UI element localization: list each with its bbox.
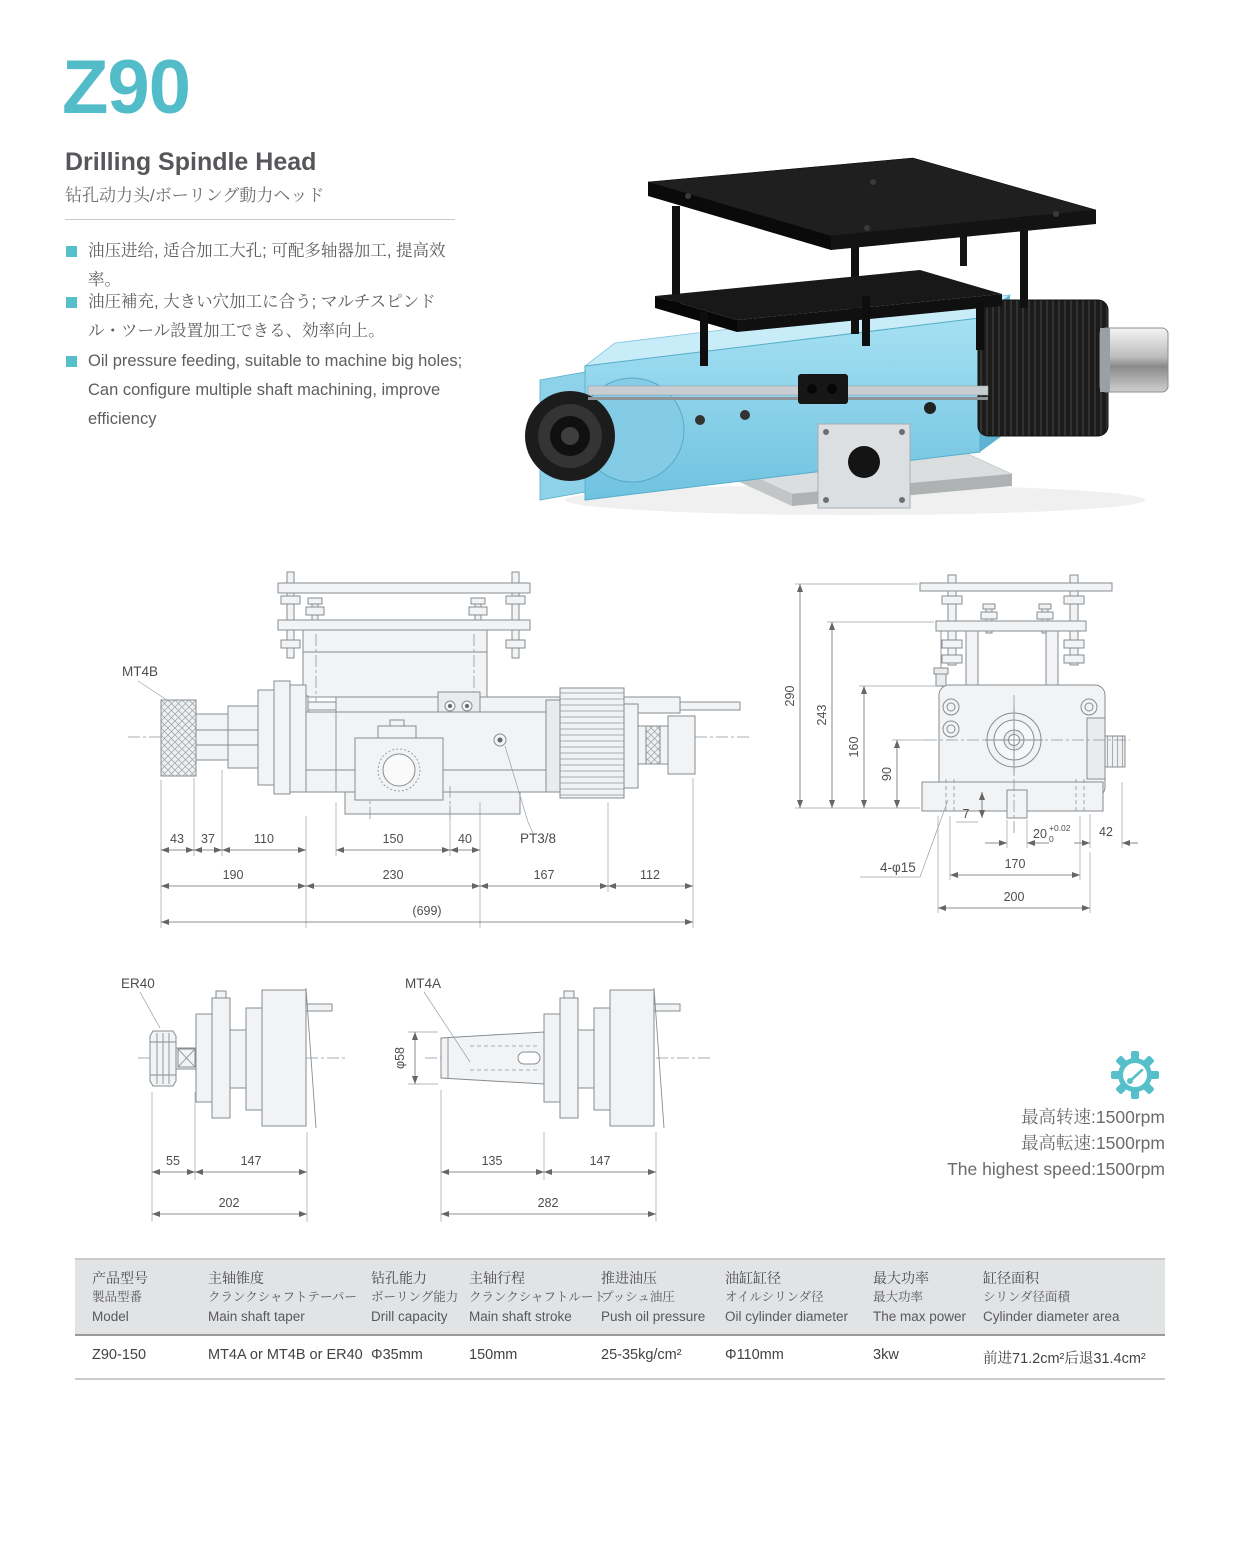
spec-table-header xyxy=(75,1258,1165,1336)
bullet-square-icon xyxy=(66,297,77,308)
feature-item xyxy=(66,237,466,295)
dim-55: 55 xyxy=(166,1154,180,1168)
cell-stroke: 150mm xyxy=(469,1347,518,1363)
max-speed-jp: 最高転速:1500rpm xyxy=(1021,1133,1165,1153)
col-model: 产品型号 製品型番 Model xyxy=(92,1270,148,1324)
dim-20-tol-sup: +0.02 xyxy=(1049,823,1071,833)
col-oil-pressure: 推进油压 プッシュ油圧 Push oil pressure xyxy=(601,1270,706,1324)
dim-230: 230 xyxy=(382,868,404,882)
dim-110: 110 xyxy=(254,832,274,846)
feature-text: 油压进给, 适合加工大孔; 可配多轴器加工, 提高效率。 xyxy=(88,242,446,289)
product-photo xyxy=(520,145,1185,515)
max-speed-en: The highest speed:1500rpm xyxy=(947,1159,1165,1179)
dim-7: 7 xyxy=(962,807,970,821)
cell-model: Z90-150 xyxy=(92,1347,147,1363)
feature-item xyxy=(66,288,466,346)
cell-oil-pressure: 25-35kg/cm² xyxy=(601,1347,682,1363)
bullet-square-icon xyxy=(66,246,77,257)
dim-42: 42 xyxy=(1099,825,1113,839)
col-drill-capacity: 钻孔能力 ボーリング能力 Drill capacity xyxy=(371,1270,459,1324)
taper-label-er40: ER40 xyxy=(121,976,155,991)
dim-150: 150 xyxy=(382,832,404,846)
end-view-drawing xyxy=(780,565,1185,940)
taper-label-mt4a: MT4A xyxy=(405,976,442,991)
max-speed-block xyxy=(947,1104,1165,1182)
dim-20: 20 xyxy=(1033,827,1047,841)
port-label: PT3/8 xyxy=(520,831,557,846)
er40-view-drawing xyxy=(110,950,370,1230)
dim-dia58: φ58 xyxy=(393,1046,407,1070)
motor xyxy=(978,300,1108,436)
spec-table-row xyxy=(75,1336,1165,1380)
page-title: Z90 xyxy=(62,45,190,130)
col-stroke: 主轴行程 クランクシャフトルート Main shaft stroke xyxy=(469,1270,607,1324)
feature-text: 油圧補充, 大きい穴加工に合う; マルチスピンドル・ツール設置加工できる、効率向上。 xyxy=(88,293,436,340)
gear-speed-icon xyxy=(1106,1046,1164,1104)
col-cylinder-area: 缸径面积 シリンダ径面積 Cylinder diameter area xyxy=(983,1270,1120,1324)
dim-135: 135 xyxy=(481,1154,503,1168)
spec-table xyxy=(75,1258,1165,1380)
shaft xyxy=(1100,328,1168,392)
cell-cylinder-diameter: Φ110mm xyxy=(725,1347,784,1363)
dim-243: 243 xyxy=(815,704,829,726)
bullet-square-icon xyxy=(66,356,77,367)
cell-cylinder-area: 前进71.2cm²后退31.4cm² xyxy=(983,1351,1146,1367)
dim-total: (699) xyxy=(412,904,442,918)
mt4a-view-drawing xyxy=(380,950,720,1230)
dim-147: 147 xyxy=(240,1154,262,1168)
dim-290: 290 xyxy=(783,685,797,707)
feature-text: Oil pressure feeding, suitable to machine big holes; Can configure multiple shaft machining, improve efficiency xyxy=(88,352,463,428)
max-speed-cn: 最高转速:1500rpm xyxy=(1021,1107,1165,1127)
feature-item xyxy=(66,347,466,434)
cell-drill-capacity: Φ35mm xyxy=(371,1347,423,1363)
dim-147: 147 xyxy=(589,1154,611,1168)
dim-20-tol-sub: 0 xyxy=(1049,834,1054,844)
dim-37: 37 xyxy=(201,832,215,846)
col-taper: 主轴锥度 クランクシャフトテーパー Main shaft taper xyxy=(208,1270,357,1324)
dim-160: 160 xyxy=(847,736,861,758)
dim-167: 167 xyxy=(533,868,555,882)
dim-43: 43 xyxy=(170,832,184,846)
product-title-en: Drilling Spindle Head xyxy=(65,148,317,176)
col-max-power: 最大功率 最大功率 The max power xyxy=(873,1270,967,1324)
dim-190: 190 xyxy=(222,868,244,882)
dim-40: 40 xyxy=(458,832,472,846)
cell-max-power: 3kw xyxy=(873,1347,899,1363)
side-view-drawing xyxy=(120,565,760,935)
taper-label-mt4b: MT4B xyxy=(122,664,159,679)
dim-202: 202 xyxy=(218,1196,240,1210)
dim-112: 112 xyxy=(640,868,660,882)
cell-taper: MT4A or MT4B or ER40 xyxy=(208,1347,363,1363)
dim-170: 170 xyxy=(1004,857,1026,871)
dim-200: 200 xyxy=(1003,890,1025,904)
dim-90: 90 xyxy=(880,767,894,781)
product-title-cjk: 钻孔动力头/ボーリング動力ヘッド xyxy=(65,186,325,205)
col-cylinder-diameter: 油缸缸径 オイルシリンダ径 Oil cylinder diameter xyxy=(725,1270,849,1324)
header-divider xyxy=(65,219,455,220)
dim-282: 282 xyxy=(537,1196,559,1210)
holes-label: 4-φ15 xyxy=(880,860,916,875)
